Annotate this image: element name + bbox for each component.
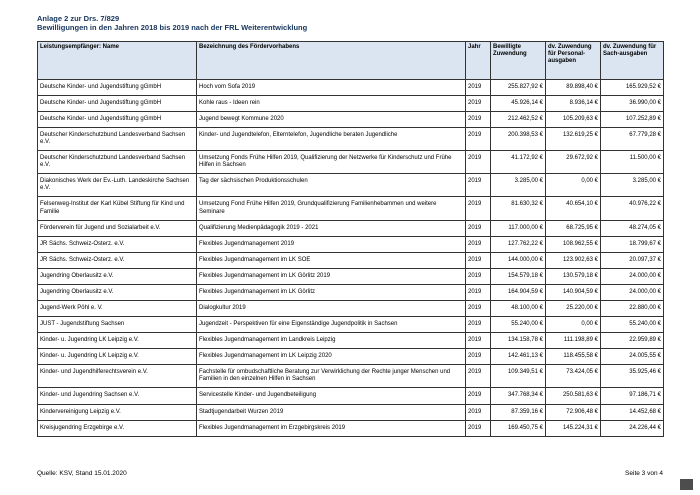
cell-granted: 41.172,92 € bbox=[491, 151, 546, 174]
table-body bbox=[38, 79, 664, 436]
grants-table bbox=[37, 41, 664, 437]
cell-personnel-share: 73.424,05 € bbox=[546, 365, 601, 388]
cell-project: Stadtjugendarbeit Wurzen 2019 bbox=[197, 404, 466, 420]
column-header: dv. Zuwendung für Personal-ausgaben bbox=[546, 41, 601, 79]
cell-project: Kohle raus - Ideen rein bbox=[197, 95, 466, 111]
cell-personnel-share: 72.906,48 € bbox=[546, 404, 601, 420]
cell-personnel-share: 29.672,92 € bbox=[546, 151, 601, 174]
cell-recipient: Förderverein für Jugend und Sozialarbeit e.V. bbox=[38, 220, 197, 236]
cell-project: Flexibles Jugendmanagement im LK Leipzig 2020 bbox=[197, 349, 466, 365]
cell-year: 2019 bbox=[466, 317, 491, 333]
table-row bbox=[38, 301, 664, 317]
table-row bbox=[38, 79, 664, 95]
cell-material-share: 55.240,00 € bbox=[601, 317, 664, 333]
cell-recipient: JR Sächs. Schweiz-Osterz. e.V. bbox=[38, 236, 197, 252]
cell-project: Flexibles Jugendmanagement im Landkreis Leipzig bbox=[197, 333, 466, 349]
cell-project: Umsetzung Fonds Frühe Hilfen 2019, Qualifizierung der Netzwerke für Kinderschutz und Frühe Hilfen in Sachsen bbox=[197, 151, 466, 174]
cell-year: 2019 bbox=[466, 111, 491, 127]
cell-material-share: 97.186,71 € bbox=[601, 388, 664, 404]
cell-granted: 117.000,00 € bbox=[491, 220, 546, 236]
cell-project: Dialogkultur 2019 bbox=[197, 301, 466, 317]
table-row bbox=[38, 174, 664, 197]
cell-recipient: Jugendring Oberlausitz e.V. bbox=[38, 284, 197, 300]
cell-granted: 255.827,92 € bbox=[491, 79, 546, 95]
cell-recipient: JUST - Jugendstiftung Sachsen bbox=[38, 317, 197, 333]
table-header-row bbox=[38, 41, 664, 79]
cell-personnel-share: 68.725,95 € bbox=[546, 220, 601, 236]
cell-project: Qualifizierung Medienpädagogik 2019 - 2021 bbox=[197, 220, 466, 236]
cell-personnel-share: 89.898,40 € bbox=[546, 79, 601, 95]
cell-recipient: Deutsche Kinder- und Jugendstiftung gGmbH bbox=[38, 95, 197, 111]
cell-year: 2019 bbox=[466, 127, 491, 150]
cell-recipient: Deutscher Kinderschutzbund Landesverband Sachsen e.V. bbox=[38, 151, 197, 174]
cell-personnel-share: 140.904,59 € bbox=[546, 284, 601, 300]
cell-granted: 55.240,00 € bbox=[491, 317, 546, 333]
cell-granted: 142.461,13 € bbox=[491, 349, 546, 365]
cell-year: 2019 bbox=[466, 349, 491, 365]
cell-personnel-share: 105.209,63 € bbox=[546, 111, 601, 127]
cell-recipient: Jugend-Werk Pöhl e. V. bbox=[38, 301, 197, 317]
cell-project: Flexibles Jugendmanagement im LK Görlitz bbox=[197, 284, 466, 300]
cell-recipient: JR Sächs. Schweiz-Osterz. e.V. bbox=[38, 252, 197, 268]
page-title-line2: Bewilligungen in den Jahren 2018 bis 2019 nach der FRL Weiterentwicklung bbox=[37, 23, 308, 33]
cell-material-share: 165.929,52 € bbox=[601, 79, 664, 95]
cell-granted: 109.349,51 € bbox=[491, 365, 546, 388]
cell-material-share: 24.226,44 € bbox=[601, 420, 664, 436]
table-row bbox=[38, 127, 664, 150]
cell-year: 2019 bbox=[466, 333, 491, 349]
cell-material-share: 35.925,46 € bbox=[601, 365, 664, 388]
cell-year: 2019 bbox=[466, 301, 491, 317]
cell-material-share: 67.779,28 € bbox=[601, 127, 664, 150]
cell-material-share: 11.500,00 € bbox=[601, 151, 664, 174]
table-row bbox=[38, 420, 664, 436]
cell-year: 2019 bbox=[466, 197, 491, 220]
table-row bbox=[38, 284, 664, 300]
footer-source: Quelle: KSV, Stand 15.01.2020 bbox=[37, 470, 127, 477]
page-title bbox=[37, 14, 663, 33]
cell-year: 2019 bbox=[466, 79, 491, 95]
cell-recipient: Jugendring Oberlausitz e.V. bbox=[38, 268, 197, 284]
cell-personnel-share: 8.936,14 € bbox=[546, 95, 601, 111]
cell-personnel-share: 130.579,18 € bbox=[546, 268, 601, 284]
table-row bbox=[38, 365, 664, 388]
cell-year: 2019 bbox=[466, 236, 491, 252]
table-row bbox=[38, 95, 664, 111]
cell-project: Jugendzeit - Perspektiven für eine Eigenständige Jugendpolitik in Sachsen bbox=[197, 317, 466, 333]
cell-recipient: Deutscher Kinderschutzbund Landesverband Sachsen e.V. bbox=[38, 127, 197, 150]
column-header: Bezeichnung des Fördervorhabens bbox=[197, 41, 466, 79]
table-row bbox=[38, 404, 664, 420]
cell-material-share: 14.452,68 € bbox=[601, 404, 664, 420]
cell-project: Flexibles Jugendmanagement im LK Görlitz 2019 bbox=[197, 268, 466, 284]
cell-project: Hoch vom Sofa 2019 bbox=[197, 79, 466, 95]
corner-mark bbox=[680, 479, 693, 490]
cell-year: 2019 bbox=[466, 420, 491, 436]
cell-personnel-share: 0,00 € bbox=[546, 317, 601, 333]
cell-personnel-share: 40.654,10 € bbox=[546, 197, 601, 220]
cell-material-share: 48.274,05 € bbox=[601, 220, 664, 236]
cell-personnel-share: 111.198,89 € bbox=[546, 333, 601, 349]
cell-year: 2019 bbox=[466, 388, 491, 404]
cell-project: Jugend bewegt Kommune 2020 bbox=[197, 111, 466, 127]
cell-personnel-share: 118.455,58 € bbox=[546, 349, 601, 365]
cell-granted: 3.285,00 € bbox=[491, 174, 546, 197]
cell-recipient: Diakonisches Werk der Ev.-Luth. Landeskirche Sachsen e.V. bbox=[38, 174, 197, 197]
cell-recipient: Kindervereinigung Leipzig e.V. bbox=[38, 404, 197, 420]
cell-material-share: 18.799,67 € bbox=[601, 236, 664, 252]
cell-personnel-share: 123.902,63 € bbox=[546, 252, 601, 268]
cell-year: 2019 bbox=[466, 174, 491, 197]
column-header: Leistungsempfänger: Name bbox=[38, 41, 197, 79]
cell-recipient: Kreisjugendring Erzgebirge e.V. bbox=[38, 420, 197, 436]
cell-granted: 200.398,53 € bbox=[491, 127, 546, 150]
table-row bbox=[38, 252, 664, 268]
table-row bbox=[38, 220, 664, 236]
cell-year: 2019 bbox=[466, 404, 491, 420]
cell-material-share: 36.990,00 € bbox=[601, 95, 664, 111]
cell-year: 2019 bbox=[466, 95, 491, 111]
column-header: dv. Zuwendung für Sach-ausgaben bbox=[601, 41, 664, 79]
footer-page-number: Seite 3 von 4 bbox=[625, 470, 663, 477]
cell-granted: 212.462,52 € bbox=[491, 111, 546, 127]
cell-personnel-share: 250.581,63 € bbox=[546, 388, 601, 404]
table-row bbox=[38, 111, 664, 127]
cell-granted: 81.630,32 € bbox=[491, 197, 546, 220]
cell-recipient: Deutsche Kinder- und Jugendstiftung gGmbH bbox=[38, 111, 197, 127]
cell-year: 2019 bbox=[466, 252, 491, 268]
cell-project: Flexibles Jugendmanagement 2019 bbox=[197, 236, 466, 252]
cell-granted: 144.000,00 € bbox=[491, 252, 546, 268]
cell-project: Fachstelle für ombudschaftliche Beratung zur Verwirklichung der Rechte junger Menschen und Familien in den einzelnen Hilfen in Sachsen bbox=[197, 365, 466, 388]
page-title-line1: Anlage 2 zur Drs. 7/829 bbox=[37, 14, 120, 23]
table-row bbox=[38, 197, 664, 220]
cell-granted: 134.158,78 € bbox=[491, 333, 546, 349]
cell-project: Flexibles Jugendmanagement im LK SOE bbox=[197, 252, 466, 268]
cell-recipient: Kinder- u. Jugendring LK Leipzig e.V. bbox=[38, 349, 197, 365]
table-row bbox=[38, 333, 664, 349]
cell-granted: 127.762,22 € bbox=[491, 236, 546, 252]
cell-recipient: Kinder- und Jugendhilferechtsverein e.V. bbox=[38, 365, 197, 388]
cell-material-share: 40.976,22 € bbox=[601, 197, 664, 220]
cell-project: Tag der sächsischen Produktionsschulen bbox=[197, 174, 466, 197]
cell-year: 2019 bbox=[466, 284, 491, 300]
column-header: Jahr bbox=[466, 41, 491, 79]
cell-granted: 87.359,16 € bbox=[491, 404, 546, 420]
page-footer bbox=[37, 470, 663, 477]
cell-material-share: 3.285,00 € bbox=[601, 174, 664, 197]
cell-personnel-share: 108.962,55 € bbox=[546, 236, 601, 252]
cell-personnel-share: 132.619,25 € bbox=[546, 127, 601, 150]
cell-material-share: 107.252,89 € bbox=[601, 111, 664, 127]
cell-recipient: Felsenweg-Institut der Karl Kübel Stiftung für Kind und Familie bbox=[38, 197, 197, 220]
cell-project: Servicestelle Kinder- und Jugendbeteiligung bbox=[197, 388, 466, 404]
cell-recipient: Kinder- und Jugendring Sachsen e.V. bbox=[38, 388, 197, 404]
cell-personnel-share: 0,00 € bbox=[546, 174, 601, 197]
cell-granted: 347.768,34 € bbox=[491, 388, 546, 404]
cell-granted: 154.579,18 € bbox=[491, 268, 546, 284]
cell-recipient: Kinder- u. Jugendring LK Leipzig e.V. bbox=[38, 333, 197, 349]
cell-granted: 169.450,75 € bbox=[491, 420, 546, 436]
cell-material-share: 22.959,89 € bbox=[601, 333, 664, 349]
cell-personnel-share: 145.224,31 € bbox=[546, 420, 601, 436]
table-row bbox=[38, 349, 664, 365]
cell-recipient: Deutsche Kinder- und Jugendstiftung gGmbH bbox=[38, 79, 197, 95]
cell-granted: 164.904,59 € bbox=[491, 284, 546, 300]
cell-year: 2019 bbox=[466, 151, 491, 174]
table-row bbox=[38, 317, 664, 333]
cell-material-share: 24.005,55 € bbox=[601, 349, 664, 365]
cell-year: 2019 bbox=[466, 268, 491, 284]
cell-material-share: 22.880,00 € bbox=[601, 301, 664, 317]
cell-material-share: 24.000,00 € bbox=[601, 284, 664, 300]
cell-material-share: 20.097,37 € bbox=[601, 252, 664, 268]
table-row bbox=[38, 268, 664, 284]
cell-year: 2019 bbox=[466, 365, 491, 388]
table-row bbox=[38, 236, 664, 252]
table-row bbox=[38, 151, 664, 174]
cell-year: 2019 bbox=[466, 220, 491, 236]
cell-material-share: 24.000,00 € bbox=[601, 268, 664, 284]
cell-project: Kinder- und Jugendtelefon, Elterntelefon, Jugendliche beraten Jugendliche bbox=[197, 127, 466, 150]
cell-project: Flexibles Jugendmanagement im Erzgebirgskreis 2019 bbox=[197, 420, 466, 436]
cell-granted: 48.100,00 € bbox=[491, 301, 546, 317]
column-header: Bewilligte Zuwendung bbox=[491, 41, 546, 79]
cell-granted: 45.926,14 € bbox=[491, 95, 546, 111]
cell-personnel-share: 25.220,00 € bbox=[546, 301, 601, 317]
cell-project: Umsetzung Fond Frühe Hilfen 2019, Grundqualifizierung Familienhebammen und weitere Seminare bbox=[197, 197, 466, 220]
table-row bbox=[38, 388, 664, 404]
